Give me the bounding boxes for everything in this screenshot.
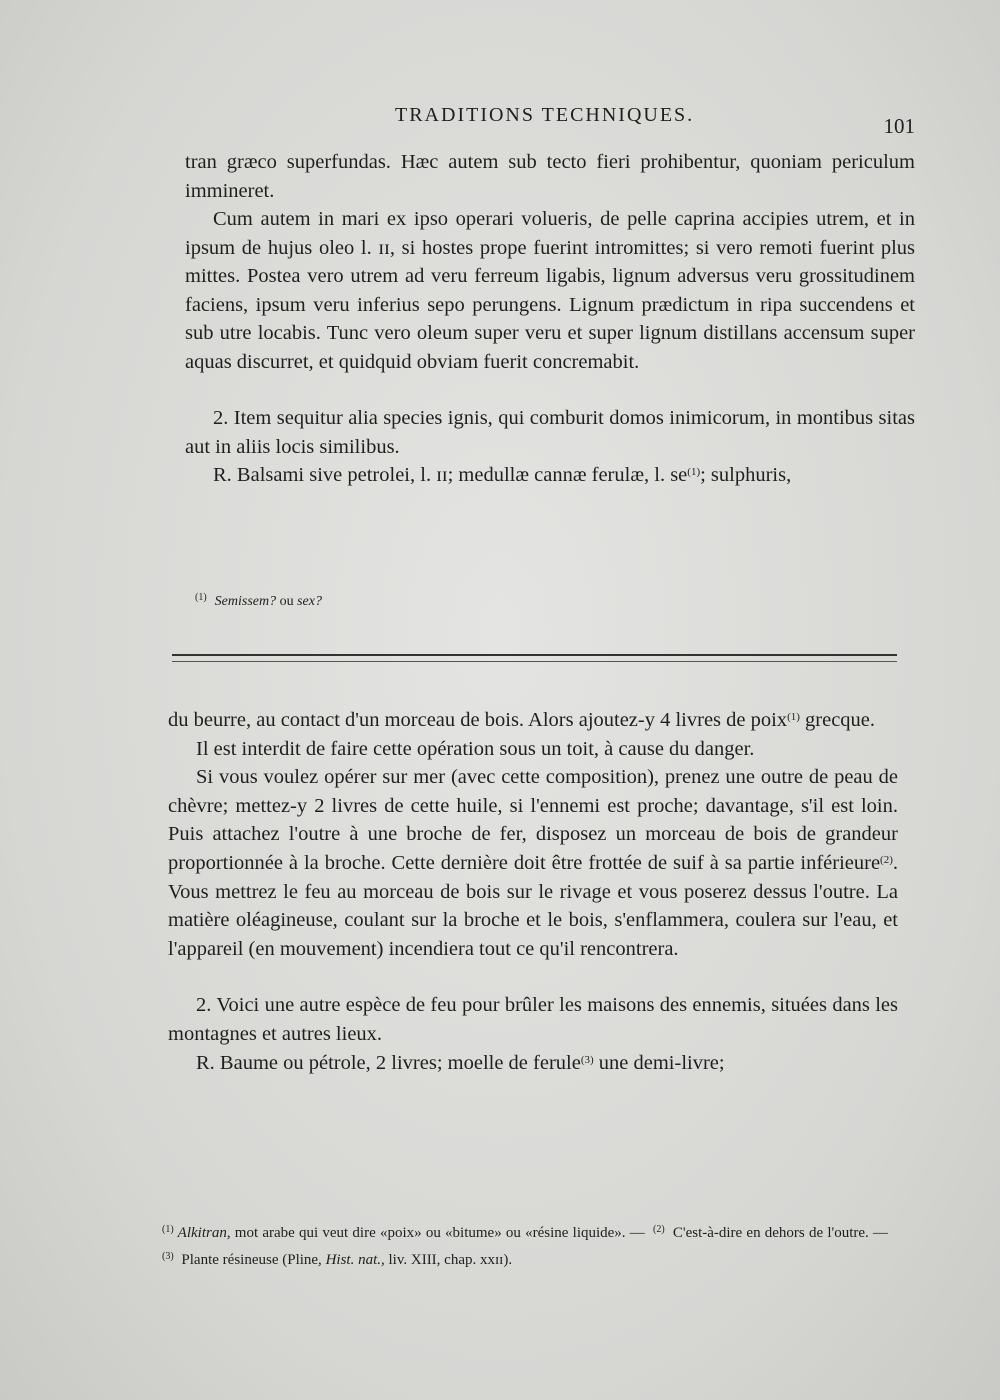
latin-recipe-text: R. Balsami sive petrolei, l. ɪɪ; medullæ cannæ ferulæ, l. se bbox=[213, 464, 688, 486]
latin-footnote bbox=[195, 592, 322, 610]
footnote-text: C'est-à-dire en dehors de l'outre. — bbox=[668, 1225, 888, 1241]
french-text: une demi-livre; bbox=[593, 1051, 725, 1074]
french-paragraph-2: Il est interdit de faire cette opération sous un toit, à cause du danger. bbox=[196, 737, 755, 760]
french-paragraph-4: 2. Voici une autre espèce de feu pour brûler les maisons des ennemis, situées dans les montagnes et autres lieux. bbox=[168, 994, 898, 1045]
footnote-marker: (2) bbox=[652, 1224, 665, 1235]
french-text: du beurre, au contact d'un morceau de bois. Alors ajoutez-y 4 livres de poix bbox=[168, 709, 788, 731]
french-text-block bbox=[168, 706, 898, 1077]
footnote-ref: (1) bbox=[687, 466, 701, 478]
french-paragraph-3 bbox=[168, 763, 898, 963]
french-text: grecque. bbox=[799, 709, 876, 731]
running-title: TRADITIONS TECHNIQUES. bbox=[395, 104, 695, 126]
footnote-text-a: Semissem? bbox=[214, 594, 277, 609]
latin-paragraph-2: Cum autem in mari ex ipso operari volueris, de pelle caprina accipies utrem, et in ipsum de hujus oleo l. ɪɪ, si hostes prope fuerint intromittes; si vero remoti fuerint plus mittes. Postea vero utrem ad veru ferreum ligabis, lignum adversus veru grossitudinem faciens, ipsum veru inferius sepo perungens. Lignum prædictum in ripa succendens et sub utre locabis. Tunc vero oleum super veru et super lignum distillans accensum super aquas discurret, et quidquid obviam fuerit concremabit. bbox=[185, 208, 915, 373]
section-divider bbox=[172, 654, 897, 662]
french-text: Si vous voulez opérer sur mer (avec cette composition), prenez une outre de peau de chèvre; mettez-y 2 livres de cette huile, si l'ennemi est proche; davantage, s'il est loin. Puis attachez l'outre à une broche de fer, disposez un morceau de bois de grandeur proportionnée à la broche. Cette dernière doit être frottée de suif à sa partie inférieure bbox=[168, 766, 898, 874]
latin-text-block bbox=[185, 148, 915, 490]
french-text: . Vous mettrez le feu au morceau de bois sur le rivage et vous poserez dessus l'outre. La matière oléagineuse, coulant sur la broche et le bois, s'enflammera, coulera sur l'eau, et l'appareil (en mouvement) incendiera tout ce qu'il rencontrera. bbox=[168, 851, 898, 960]
footnote-text: liv. XIII, chap. xxɪɪ). bbox=[384, 1252, 513, 1268]
footnote-citation: Hist. nat., bbox=[325, 1252, 385, 1268]
french-footnotes bbox=[158, 1218, 888, 1272]
french-paragraph-1 bbox=[168, 706, 898, 735]
latin-paragraph-4 bbox=[185, 461, 915, 490]
footnote-text: Plante résineuse (Pline, bbox=[177, 1252, 326, 1268]
latin-paragraph-3: 2. Item sequitur alia species ignis, qui comburit domos inimicorum, in montibus sitas aut in aliis locis similibus. bbox=[185, 407, 915, 458]
french-paragraph-5 bbox=[168, 1049, 898, 1078]
footnote-text: mot arabe qui veut dire «poix» ou «bitume» ou «résine liquide». — bbox=[230, 1225, 649, 1241]
latin-recipe-text-end: ; sulphuris, bbox=[700, 464, 792, 486]
footnote-text-b: sex? bbox=[297, 594, 322, 609]
footnote-ref: (1) bbox=[787, 711, 800, 723]
page-number: 101 bbox=[883, 114, 915, 138]
footnote-ref: (2) bbox=[880, 853, 893, 866]
footnote-text-ou: ou bbox=[276, 594, 298, 609]
footnote-term: Alkitran, bbox=[177, 1225, 231, 1241]
latin-paragraph-1: tran græco superfundas. Hæc autem sub tecto fieri prohibentur, quoniam periculum immineret. bbox=[185, 151, 915, 202]
footnote-marker: (3) bbox=[162, 1251, 174, 1262]
french-text: R. Baume ou pétrole, 2 livres; moelle de ferule bbox=[196, 1051, 581, 1074]
footnote-marker: (1) bbox=[195, 592, 207, 603]
footnote-marker: (1) bbox=[162, 1224, 174, 1235]
footnote-ref: (3) bbox=[580, 1053, 594, 1066]
page-header bbox=[180, 104, 915, 140]
